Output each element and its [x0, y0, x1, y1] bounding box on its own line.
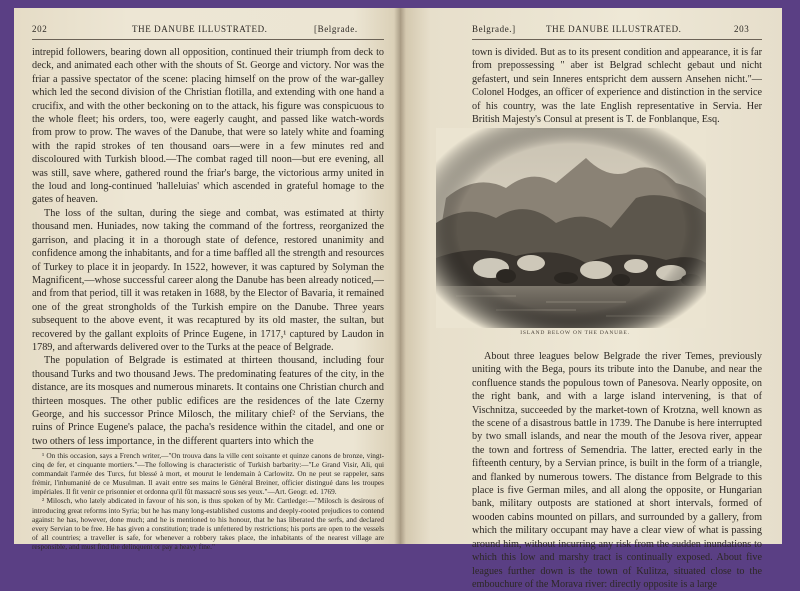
illustration-caption: ISLAND BELOW ON THE DANUBE. [520, 330, 630, 336]
right-bottom-text [472, 350, 762, 591]
left-page-number: 202 [32, 24, 48, 34]
right-paragraph-top: town is divided. But as to its present condition and appearance, it is far from prepossessing " aber ist Belgrad schlecht gebaut und nicht gefastert, und sein Inneres entspricht dem aussern Ansehen nicht."—Colonel Hodges, an officer of experience and distinction in the service of his country, was the late English representative in Servia. Her British Majesty's Consul at present is T. de Fonblanque, Esq. [472, 47, 762, 126]
left-footnotes [32, 451, 384, 551]
left-header-rule [32, 39, 384, 40]
right-paragraph-bottom: About three leagues below Belgrade the river Temes, previously uniting with the Bega, pours its tribute into the Danube, and near the confluence stands the populous town of Panesova. Nearly opposite, on the right bank, and with a large island intervening, is that of Vischnitza, succeeded by the market-town of Krotzna, well known as the scene of a disastrous battle in 1739. The Danube is here interrupted by two small islands, and near the mouth of the Jesova river, appear the town and fortress of Semendria. The latter, erected early in the fifteenth century, by a Servian prince, is built in the form of a triangle, and flanked by numerous towers. The distance from Belgrade to this place is five German miles, and all along the opposite, or Hungarian bank, military outposts are stationed at short intervals, formed of wooden cabins mounted on pillars, and surrounded by a gallery, from which the military occupant may have a clear view of what is passing around him, without incurring any risk from the sudden inundations to which this low and marshy tract is continually exposed. About five leagues further down is the town of Kulitza, situated close to the embouchure of the Morava river: directly opposite is a large [472, 351, 762, 590]
left-section-label: [Belgrade. [314, 24, 358, 34]
left-body-text [32, 46, 384, 448]
left-paragraph-2: The loss of the sultan, during the siege and combat, was estimated at thirty thousand men. Huniades, now taking the command of the fortress, reorganized the garrison, and placing it in a thorough state of defence, restored unanimity and confidence among the inhabitants, and for a time baffled all the strength and resources of Turkey to place it in jeopardy. In 1522, however, it was captured by Solyman the Magnificent,—whose successful career along the Danube has been already noticed,—and from that period, till it was retaken in 1688, by the Elector of Bavaria, it remained one of the great strongholds of the Turkish empire on the Danube. Three years subsequent to the above event, it was recaptured by its old master, the sultan, but recovered by the gallant exploits of Prince Eugene, in 1717,¹ captured by Laudon in 1789, and afterwards delivered over to the Turks at the peace of Belgrade. [32, 207, 384, 353]
left-page [14, 8, 400, 551]
left-paragraph-1: intrepid followers, bearing down all opposition, continued their triumph from deck to deck, and animated each other with the shouts of St. George and victory. Nor was the friar a passive spectator of the scene: placing himself on the prow of the war-galley which led the second division of the Christian flotilla, and extending with one hand a crucifix, and with the other beckoning on to the attack, his figure was conspicuous to the whole fleet; his orders, too, were eagerly caught, and passed like watch-words from prow to prow. The waves of the Danube, that were so lately white and foaming with the rapid strokes of ten thousand oars—were in a few minutes red and discoloured with Turkish blood.—The combat raged till noon—but ere evening, all was still, save where, gathered round the friar's barge, the victorious army united in the loud and long-continued 'halleluias' which ascended in grateful homage to the gates of heaven. [32, 47, 384, 206]
right-header-rule [472, 39, 762, 40]
footnote-2: ² Milosch, who lately abdicated in favour of his son, is thus spoken of by Mr. Cartledge:—"Milosch is desirous of introducing great reforms into Syria; but he has many long-established customs and deeply-rooted prejudices to contend against: he has, however, done much; and he is mentioned to his honour, that he has liberated the serfs, and declared every Servian to be free. He has given a constitution; trade is unfettered by restrictions; his ports are open to the vessels of all countries; a traveller is safe, for whenever a robbery takes place, the inhabitants of the nearest village are responsible, and must find the delinquent or pay a heavy fine." [32, 496, 384, 551]
right-section-label: Belgrade.] [472, 24, 516, 34]
right-page-number: 203 [734, 24, 750, 34]
footnote-1: ¹ On this occasion, says a French writer,—"On trouva dans la ville cent soixante et quinze canons de bronze, vingt-cinq de fer, et cinquante mortiers."—The following is characteristic of Turkish barbarity:—"Le Grand Visir, Ali, qui commandait l'armée des Turcs, fut blessé à mort, et mourut le lendemain à Carlowitz. On ne peut se rappeler, sans frémir, l'inhumanité de ce Musulman. Il avait entre ses mains le Général Breiner, officier distingué dans les troupes impériales. Il fit venir ce prisonnier et ordonna qu'il fût massacré sous ses yeux."—Art. Geogr. ed. 1769. [32, 451, 384, 497]
engraving-island-illustration [436, 128, 706, 328]
right-page [400, 8, 782, 590]
footnote-rule [32, 448, 122, 449]
right-top-text [472, 46, 762, 126]
left-running-title: THE DANUBE ILLUSTRATED. [132, 24, 268, 34]
vignette [436, 128, 706, 328]
right-running-title: THE DANUBE ILLUSTRATED. [546, 24, 682, 34]
book-gutter [394, 8, 406, 544]
left-paragraph-3: The population of Belgrade is estimated at thirteen thousand, including four thousand Turks and two thousand Jews. The predominating features of the city, in the distance, are its mosques and numerous minarets. It contains one Christian church and thirteen mosques. The other public edifices are the residences of the late Czerny George, and his successor Prince Milosch, the military chief² of the Servians, the ruins of Prince Eugene's palace, the pacha's residence within the citadel, and one or two others of less importance, in the different quarters into which the [32, 355, 384, 447]
